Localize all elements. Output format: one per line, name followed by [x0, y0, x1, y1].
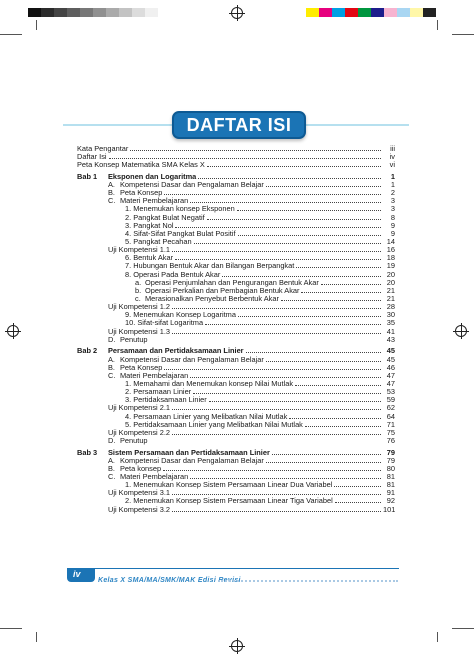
- toc-entry-text: 2. Persamaan Linier: [125, 387, 192, 397]
- toc-front-row: [77, 145, 395, 153]
- item-letter: C.: [108, 471, 116, 481]
- toc-page-number: 79: [386, 455, 395, 465]
- toc-entry-text: Daftar Isi: [77, 152, 107, 162]
- dot-leader: [164, 189, 381, 195]
- item-letter: D.: [108, 334, 116, 344]
- item-letter: B.: [108, 463, 115, 473]
- trim-mark: [36, 632, 37, 642]
- dot-leader: [207, 214, 381, 220]
- footer-page-box: [67, 568, 95, 582]
- trim-mark: [452, 34, 474, 35]
- dot-leader: [266, 181, 381, 187]
- toc-item-row: [77, 336, 395, 344]
- dot-leader: [222, 271, 381, 277]
- toc-entry-text: 4. Sifat-Sifat Pangkat Bulat Positif: [125, 228, 236, 238]
- dot-leader: [238, 311, 381, 317]
- toc-page-number: 18: [386, 253, 395, 263]
- dot-leader: [172, 246, 381, 252]
- toc-page-number: 8: [390, 212, 395, 222]
- registration-mark-left: [7, 325, 19, 337]
- toc-page-number: 41: [386, 326, 395, 336]
- dot-leader: [237, 205, 381, 211]
- toc-entry-text: Peta Konsep Matematika SMA Kelas X: [77, 160, 205, 170]
- toc-page-number: 91: [386, 488, 395, 498]
- item-letter: a.: [135, 277, 142, 287]
- dot-leader: [190, 372, 381, 378]
- item-letter: B.: [108, 362, 115, 372]
- title-box: [172, 111, 306, 139]
- chapter-title: Sistem Persamaan dan Pertidaksamaan Linier: [108, 447, 270, 457]
- toc-page-number: 59: [386, 395, 395, 405]
- toc-entry-text: Peta Konsep: [120, 188, 163, 198]
- toc-entry-text: Uji Kompetensi 1.2: [108, 302, 171, 312]
- item-letter: A.: [108, 455, 115, 465]
- toc-page-number: 9: [390, 220, 395, 230]
- dot-leader: [246, 347, 381, 353]
- toc-page-number: 3: [390, 196, 395, 206]
- toc-page-number: 1: [390, 180, 395, 190]
- dot-leader: [130, 145, 381, 151]
- page-title: DAFTAR ISI: [186, 114, 292, 135]
- toc-page-number: 47: [386, 378, 395, 388]
- toc-entry-text: Merasionalkan Penyebut Berbentuk Akar: [145, 294, 279, 304]
- dot-leader: [172, 404, 381, 410]
- chapter-title: Eksponen dan Logaritma: [108, 171, 197, 181]
- dot-leader: [296, 262, 381, 268]
- toc-page-number: 47: [386, 370, 395, 380]
- footer-page-number: iv: [73, 569, 81, 579]
- toc-page-number: 19: [386, 261, 395, 271]
- item-letter: D.: [108, 435, 116, 445]
- toc-page-number: 79: [386, 447, 395, 457]
- toc-entry-text: 2. Menemukan Konsep Sistem Persamaan Linear Tiga Variabel: [125, 496, 333, 506]
- toc-page-number: 62: [386, 403, 395, 413]
- toc-entry-text: 10. Sifat-sifat Logaritma: [125, 318, 204, 328]
- toc-entry-text: 6. Bentuk Akar: [125, 253, 174, 263]
- toc-entry-text: Kompetensi Dasar dan Pengalaman Belajar: [120, 455, 264, 465]
- toc-entry-text: 3. Pangkat Nol: [125, 220, 174, 230]
- footer-text: Kelas X SMA/MA/SMK/MAK Edisi Revisi: [98, 577, 241, 584]
- toc-entry-text: Uji Kompetensi 2.2: [108, 427, 171, 437]
- toc-page-number: 64: [386, 411, 395, 421]
- toc-page-number: 14: [386, 237, 395, 247]
- toc-entry-text: Uji Kompetensi 2.1: [108, 403, 171, 413]
- dot-leader: [321, 279, 381, 285]
- item-letter: c.: [135, 294, 141, 304]
- dot-leader: [172, 429, 381, 435]
- toc-page-number: 80: [386, 463, 395, 473]
- toc-entry-text: Kompetensi Dasar dan Pengalaman Belajar: [120, 354, 264, 364]
- toc-page-number: 101: [383, 504, 396, 514]
- toc-entry-text: Peta konsep: [120, 463, 162, 473]
- dot-leader: [205, 319, 381, 325]
- chapter-title: Persamaan dan Pertidaksamaan Linier: [108, 346, 244, 356]
- dot-leader: [335, 497, 381, 503]
- trim-mark: [437, 632, 438, 642]
- dot-leader: [175, 254, 381, 260]
- footer-line: [77, 568, 399, 569]
- dot-leader: [190, 473, 381, 479]
- toc-page-number: 53: [386, 387, 395, 397]
- registration-mark-bottom: [231, 640, 243, 652]
- toc-entry-text: 1. Memahami dan Menemukan konsep Nilai Mutlak: [125, 378, 294, 388]
- registration-mark-top: [231, 7, 243, 19]
- toc-page-number: 9: [390, 228, 395, 238]
- toc-entry-text: 8. Operasi Pada Bentuk Akar: [125, 269, 221, 279]
- item-letter: A.: [108, 354, 115, 364]
- toc-page-number: 45: [386, 354, 395, 364]
- toc-entry-text: Uji Kompetensi 1.1: [108, 245, 171, 255]
- dot-leader: [172, 506, 381, 512]
- color-strip: [306, 8, 436, 17]
- toc-entry-text: Operasi Penjumlahan dan Pengurangan Bentuk Akar: [145, 277, 319, 287]
- dot-leader: [175, 222, 381, 228]
- dot-leader: [198, 173, 381, 179]
- toc-page-number: 81: [386, 471, 395, 481]
- item-letter: C.: [108, 196, 116, 206]
- dot-leader: [172, 489, 381, 495]
- toc-entry-text: 3. Pertidaksamaan Linier: [125, 395, 207, 405]
- toc-entry-text: 1. Menemukan konsep Eksponen: [125, 204, 235, 214]
- toc-page-number: 46: [386, 362, 395, 372]
- table-of-contents: [77, 145, 395, 514]
- toc-page-number: iii: [390, 144, 395, 153]
- toc-entry-text: 4. Persamaan Linier yang Melibatkan Nilai Mutlak: [125, 411, 288, 421]
- toc-entry-text: Kata Pengantar: [77, 144, 129, 153]
- toc-page-number: 45: [386, 346, 395, 356]
- toc-entry-text: 5. Pertidaksamaan Linier yang Melibatkan Nilai Mutlak: [125, 419, 303, 429]
- dot-leader: [209, 396, 381, 402]
- toc-entry-text: 7. Hubungan Bentuk Akar dan Bilangan Berpangkat: [125, 261, 295, 271]
- dot-leader: [334, 481, 381, 487]
- dot-leader: [305, 421, 381, 427]
- dot-leader: [194, 238, 381, 244]
- toc-front-row: [77, 161, 395, 169]
- toc-entry-text: Materi Pembelajaran: [120, 196, 189, 206]
- toc-page-number: 28: [386, 302, 395, 312]
- toc-entry-text: 5. Pangkat Pecahan: [125, 237, 192, 247]
- chapter-number: Bab 3: [77, 447, 98, 457]
- dot-leader: [109, 153, 381, 159]
- dot-leader: [164, 364, 381, 370]
- trim-mark: [36, 20, 37, 30]
- toc-entry-text: Materi Pembelajaran: [120, 370, 189, 380]
- chapter-number: Bab 2: [77, 346, 98, 356]
- toc-page-number: 20: [386, 269, 395, 279]
- footer-dots: [218, 579, 398, 582]
- toc-entry-text: Penutup: [120, 435, 148, 445]
- toc-page-number: 21: [386, 285, 395, 295]
- toc-page-number: 75: [386, 427, 395, 437]
- toc-page-number: 20: [386, 277, 395, 287]
- toc-item-row: [77, 437, 395, 445]
- dot-leader: [301, 287, 381, 293]
- dot-leader: [238, 230, 381, 236]
- item-letter: A.: [108, 180, 115, 190]
- toc-entry-text: Uji Kompetensi 3.1: [108, 488, 171, 498]
- item-letter: B.: [108, 188, 115, 198]
- toc-page-number: 21: [386, 294, 395, 304]
- toc-entry-text: Operasi Perkalian dan Pembagian Bentuk Akar: [145, 285, 300, 295]
- toc-entry-text: Materi Pembelajaran: [120, 471, 189, 481]
- toc-entry-text: Uji Kompetensi 1.3: [108, 326, 171, 336]
- registration-mark-right: [455, 325, 467, 337]
- toc-page-number: 2: [390, 188, 395, 198]
- toc-page-number: vi: [389, 160, 395, 170]
- toc-page-number: 1: [390, 171, 395, 181]
- toc-entry-text: Uji Kompetensi 3.2: [108, 504, 171, 514]
- toc-page-number: 71: [386, 419, 395, 429]
- trim-mark: [437, 20, 438, 30]
- toc-item-row: [77, 506, 395, 514]
- toc-entry-text: Peta Konsep: [120, 362, 163, 372]
- toc-page-number: 16: [386, 245, 395, 255]
- dot-leader: [172, 303, 381, 309]
- toc-entry-text: Kompetensi Dasar dan Pengalaman Belajar: [120, 180, 264, 190]
- toc-page-number: 3: [390, 204, 395, 214]
- toc-page-number: 35: [386, 318, 395, 328]
- dot-leader: [207, 161, 381, 167]
- dot-leader: [295, 380, 381, 386]
- toc-entry-text: 2. Pangkat Bulat Negatif: [125, 212, 205, 222]
- item-letter: b.: [135, 285, 142, 295]
- toc-page-number: 76: [386, 435, 395, 445]
- dot-leader: [163, 465, 381, 471]
- dot-leader: [266, 356, 381, 362]
- toc-entry-text: Penutup: [120, 334, 148, 344]
- trim-mark: [452, 628, 474, 629]
- dot-leader: [193, 388, 381, 394]
- toc-entry-text: 9. Menemukan Konsep Logaritma: [125, 310, 236, 320]
- chapter-number: Bab 1: [77, 171, 98, 181]
- trim-mark: [0, 628, 22, 629]
- toc-page-number: 30: [386, 310, 395, 320]
- dot-leader: [272, 449, 381, 455]
- toc-entry-text: 1. Menemukan Konsep Sistem Persamaan Linear Dua Variabel: [125, 480, 333, 490]
- toc-page-number: 92: [386, 496, 395, 506]
- dot-leader: [172, 328, 381, 334]
- dot-leader: [281, 295, 381, 301]
- toc-page-number: 81: [386, 480, 395, 490]
- trim-mark: [0, 34, 22, 35]
- dot-leader: [289, 413, 381, 419]
- toc-page-number: 43: [386, 334, 395, 344]
- dot-leader: [190, 197, 381, 203]
- grayscale-strip: [28, 8, 158, 17]
- dot-leader: [266, 457, 381, 463]
- toc-page-number: iv: [389, 152, 395, 162]
- item-letter: C.: [108, 370, 116, 380]
